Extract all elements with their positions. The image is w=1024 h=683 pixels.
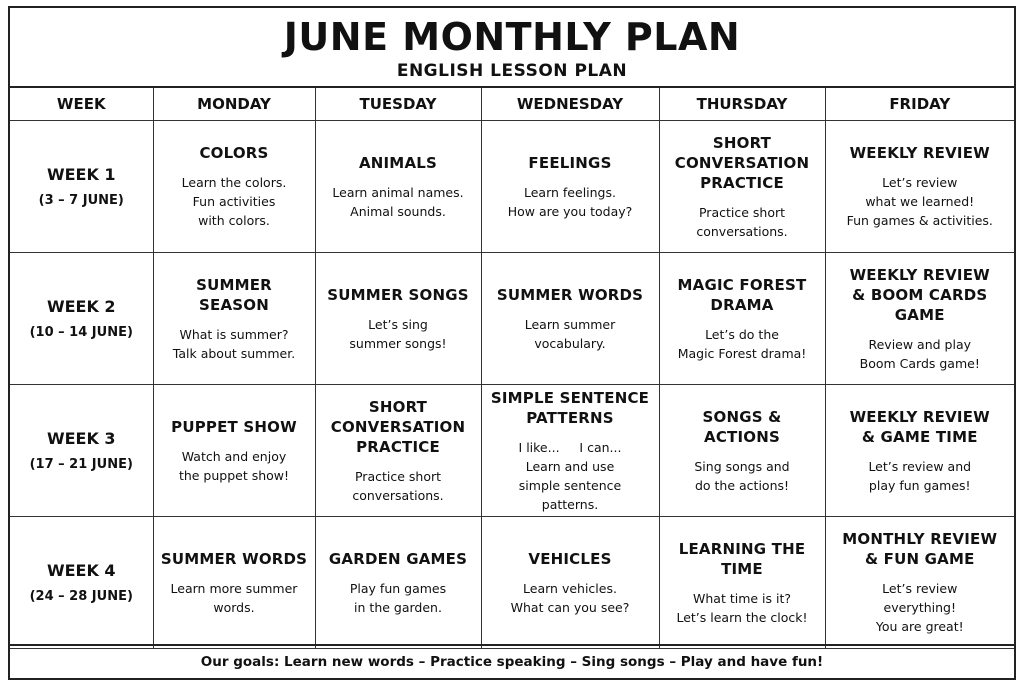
week-label: WEEK 4	[46, 560, 116, 580]
lesson-description-line: Let’s review and	[868, 458, 972, 474]
lesson-cell-wednesday	[481, 385, 659, 517]
lesson-description	[488, 315, 653, 353]
lesson-description-line: Learn feelings.	[524, 184, 616, 200]
week-cell	[10, 385, 153, 517]
page-title: JUNE MONTHLY PLAN	[283, 15, 741, 59]
table-row	[10, 517, 1014, 649]
lesson-description-line: Learn the colors.	[181, 175, 287, 190]
lesson-description-line: vocabulary.	[534, 335, 606, 351]
lesson-cell-wednesday	[481, 253, 659, 385]
lesson-description-line: What is summer?	[179, 326, 289, 342]
lesson-title-line: ANIMALS	[358, 153, 438, 172]
lesson-description-line: I like... I can...	[518, 439, 622, 455]
lesson-description-line: What time is it?	[693, 590, 791, 606]
lesson-cell-friday	[825, 385, 1014, 517]
lesson-title-line: SHORT	[368, 397, 428, 416]
lesson-description-line: simple sentence	[518, 477, 622, 493]
lesson-description	[832, 335, 1009, 373]
lesson-description-line: play fun games!	[868, 477, 971, 493]
lesson-description	[488, 438, 653, 514]
lesson-description-line: Review and play	[868, 336, 972, 352]
lesson-title	[488, 388, 653, 428]
lesson-description	[322, 579, 475, 617]
week-cell	[10, 121, 153, 253]
lesson-title-line: SIMPLE SENTENCE	[490, 388, 650, 407]
lesson-description-line: Boom Cards game!	[859, 355, 980, 371]
lesson-description-line: Magic Forest drama!	[677, 345, 807, 361]
lesson-title-line: FEELINGS	[528, 153, 612, 172]
lesson-cell-thursday	[659, 253, 825, 385]
lesson-title-line: MONTHLY REVIEW	[842, 530, 998, 548]
lesson-title	[832, 265, 1009, 325]
lesson-cell-tuesday	[315, 517, 481, 649]
lesson-title	[832, 407, 1009, 447]
lesson-title-line: PATTERNS	[526, 408, 614, 427]
lesson-title	[666, 407, 819, 447]
lesson-description	[666, 203, 819, 241]
lesson-description	[488, 183, 653, 221]
lesson-title-line: & FUN GAME	[864, 550, 975, 568]
lesson-cell-monday	[153, 385, 315, 517]
lesson-title-line: SHORT	[712, 133, 772, 152]
lesson-description-line: Watch and enjoy	[181, 448, 287, 464]
lesson-title-line: PRACTICE	[356, 437, 440, 456]
lesson-description-line: Let’s sing	[368, 316, 428, 332]
lesson-title	[322, 549, 475, 569]
lesson-description-line: Sing songs and	[694, 458, 790, 474]
lesson-description-line: conversations.	[352, 487, 444, 503]
lesson-title	[160, 143, 309, 163]
lesson-title-line: SONGS & ACTIONS	[702, 407, 782, 446]
lesson-cell-monday	[153, 517, 315, 649]
lesson-description-line: everything!	[883, 600, 956, 615]
lesson-title-line: & GAME TIME	[861, 427, 978, 446]
lesson-description-line: Learn summer	[524, 316, 616, 332]
week-dates: (10 – 14 JUNE)	[29, 324, 133, 340]
week-label: WEEK 2	[46, 296, 116, 316]
lesson-description-line: Learn more summer	[170, 580, 298, 596]
lesson-title-line: SUMMER SONGS	[327, 285, 469, 304]
lesson-description	[488, 579, 653, 617]
lesson-description-line: Let’s do the	[705, 326, 779, 342]
lesson-description-line: with colors.	[198, 213, 270, 228]
lesson-title	[832, 529, 1009, 569]
column-header-monday: MONDAY	[153, 88, 315, 121]
lesson-title-line: PRACTICE	[700, 173, 784, 192]
lesson-title	[160, 549, 309, 569]
lesson-title-line: & BOOM CARDS	[852, 285, 988, 304]
lesson-description	[322, 467, 475, 505]
lesson-cell-wednesday	[481, 121, 659, 253]
week-dates: (24 – 28 JUNE)	[29, 588, 133, 604]
lesson-description-line: Practice short	[698, 204, 786, 220]
lesson-title-line: CONVERSATION	[674, 153, 810, 172]
lesson-title-line: GAME	[894, 305, 945, 324]
lesson-description-line: Practice short	[354, 468, 442, 484]
lesson-description-line: Fun activities	[192, 194, 276, 209]
lesson-title-line: LEARNING THE TIME	[678, 539, 806, 578]
column-header-wednesday: WEDNESDAY	[481, 88, 659, 121]
lesson-title-line: SUMMER SEASON	[196, 275, 272, 314]
lesson-title	[322, 153, 475, 173]
week-label: WEEK 1	[46, 164, 116, 184]
lesson-title-line: DRAMA	[710, 295, 774, 314]
lesson-description	[666, 325, 819, 363]
lesson-description-line: Fun games & activities.	[846, 213, 993, 228]
lesson-title	[160, 417, 309, 437]
table-row	[10, 253, 1014, 385]
lesson-title-line: SUMMER WORDS	[160, 549, 308, 568]
lesson-description-line: patterns.	[541, 496, 599, 512]
lesson-description	[322, 183, 475, 221]
column-header-tuesday: TUESDAY	[315, 88, 481, 121]
lesson-title-line: MAGIC FOREST	[677, 275, 807, 294]
lesson-title	[160, 275, 309, 315]
lesson-description	[160, 325, 309, 363]
lesson-description-line: conversations.	[696, 223, 788, 239]
lesson-cell-monday	[153, 253, 315, 385]
lesson-description	[160, 579, 309, 617]
lesson-title-line: CONVERSATION	[330, 417, 466, 436]
week-cell	[10, 253, 153, 385]
schedule-body	[10, 121, 1014, 649]
lesson-description-line: Learn and use	[525, 458, 615, 474]
lesson-description-line: Let’s learn the clock!	[676, 609, 808, 625]
column-header-thursday: THURSDAY	[659, 88, 825, 121]
lesson-title-line: SUMMER WORDS	[496, 285, 644, 304]
lesson-description-line: Talk about summer.	[172, 345, 296, 361]
lesson-title	[322, 397, 475, 457]
lesson-description	[160, 173, 309, 230]
lesson-title-line: VEHICLES	[528, 549, 612, 568]
lesson-title	[322, 285, 475, 305]
lesson-description-line: You are great!	[875, 619, 964, 634]
lesson-description	[832, 457, 1009, 495]
schedule-table	[10, 88, 1014, 649]
week-dates: (17 – 21 JUNE)	[29, 456, 133, 472]
lesson-cell-tuesday	[315, 253, 481, 385]
lesson-cell-tuesday	[315, 385, 481, 517]
lesson-description-line: Let’s review	[882, 581, 958, 596]
lesson-description-line: do the actions!	[694, 477, 790, 493]
lesson-description	[160, 447, 309, 485]
lesson-title-line: GARDEN GAMES	[328, 549, 468, 568]
goals-footer: Our goals: Learn new words – Practice speaking – Sing songs – Play and have fun!	[10, 644, 1014, 678]
lesson-description-line: what we learned!	[865, 194, 975, 209]
table-row	[10, 121, 1014, 253]
lesson-description	[666, 589, 819, 627]
lesson-title	[666, 275, 819, 315]
lesson-plan-sheet	[8, 6, 1016, 680]
week-cell	[10, 517, 153, 649]
lesson-description-line: words.	[213, 599, 255, 615]
lesson-description-line: What can you see?	[510, 599, 630, 615]
lesson-cell-friday	[825, 253, 1014, 385]
lesson-description	[832, 173, 1009, 230]
lesson-title	[488, 153, 653, 173]
lesson-cell-friday	[825, 121, 1014, 253]
column-header-week: WEEK	[10, 88, 153, 121]
lesson-description-line: Let’s review	[882, 175, 958, 190]
page-subtitle: ENGLISH LESSON PLAN	[396, 61, 628, 81]
lesson-title	[666, 539, 819, 579]
week-dates: (3 – 7 JUNE)	[38, 192, 124, 208]
lesson-title	[666, 133, 819, 193]
lesson-title-line: WEEKLY REVIEW	[849, 407, 990, 426]
lesson-description-line: Play fun games	[349, 580, 447, 596]
column-header-friday: FRIDAY	[825, 88, 1014, 121]
lesson-description	[832, 579, 1009, 636]
lesson-description-line: Learn animal names.	[332, 184, 464, 200]
lesson-title	[832, 143, 1009, 163]
lesson-description-line: How are you today?	[507, 203, 633, 219]
lesson-title	[488, 549, 653, 569]
lesson-description	[322, 315, 475, 353]
lesson-cell-friday	[825, 517, 1014, 649]
lesson-description-line: Animal sounds.	[350, 203, 446, 219]
lesson-title-line: PUPPET SHOW	[171, 417, 297, 436]
lesson-cell-thursday	[659, 385, 825, 517]
table-header-row	[10, 88, 1014, 121]
lesson-description-line: the puppet show!	[178, 467, 290, 483]
lesson-title-line: WEEKLY REVIEW	[849, 144, 990, 162]
lesson-description	[666, 457, 819, 495]
lesson-cell-thursday	[659, 517, 825, 649]
lesson-title	[488, 285, 653, 305]
lesson-title-line: WEEKLY REVIEW	[849, 265, 990, 284]
table-row	[10, 385, 1014, 517]
lesson-cell-thursday	[659, 121, 825, 253]
lesson-cell-monday	[153, 121, 315, 253]
plan-header	[10, 8, 1014, 88]
lesson-cell-tuesday	[315, 121, 481, 253]
lesson-cell-wednesday	[481, 517, 659, 649]
lesson-description-line: in the garden.	[354, 599, 442, 615]
week-label: WEEK 3	[46, 428, 116, 448]
lesson-title-line: COLORS	[199, 144, 269, 162]
lesson-description-line: Learn vehicles.	[523, 580, 617, 596]
lesson-description-line: summer songs!	[349, 335, 447, 351]
